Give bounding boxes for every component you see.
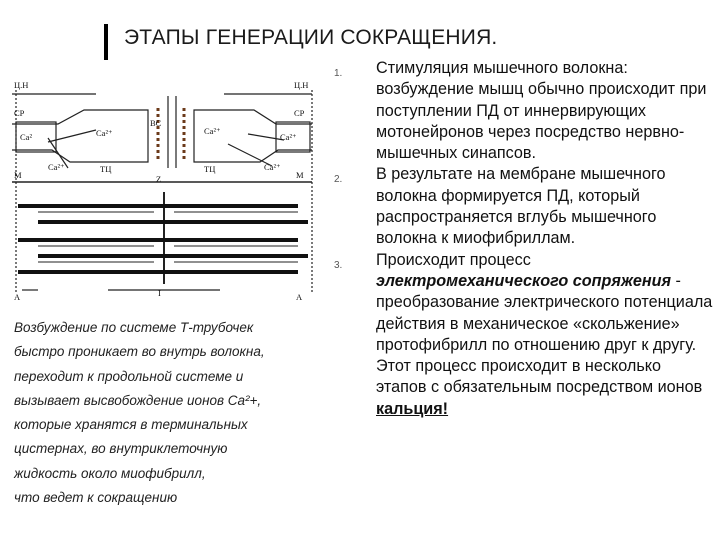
label-bc: ВС bbox=[150, 118, 162, 128]
sarcomere-diagram bbox=[8, 72, 324, 304]
label-ca-left-inner: Ca²⁺ bbox=[96, 128, 113, 138]
filament-5 bbox=[18, 270, 298, 274]
label-tl-top: Ц.Н bbox=[14, 80, 29, 90]
label-a-left: A bbox=[14, 292, 21, 302]
left-cistern bbox=[12, 110, 148, 162]
label-tr-top: Ц.Н bbox=[294, 80, 309, 90]
label-tc-right: ТЦ bbox=[204, 164, 216, 174]
label-right-cr: СР bbox=[294, 108, 305, 118]
step-item bbox=[322, 164, 714, 249]
label-tc-left: ТЦ bbox=[100, 164, 112, 174]
steps-list bbox=[322, 58, 714, 420]
caption-line: быстро проникает во внутрь волокна, bbox=[14, 344, 265, 360]
label-m-right: М bbox=[296, 170, 304, 180]
caption-line: переходит к продольной системе и bbox=[14, 368, 244, 384]
step-number: 3. bbox=[334, 259, 343, 271]
step-item bbox=[322, 250, 714, 420]
filament-3 bbox=[18, 238, 298, 242]
right-arrow-upper bbox=[248, 134, 284, 140]
label-a-right: A bbox=[296, 292, 303, 302]
caption-line: жидкость около миофибрилл, bbox=[14, 465, 206, 481]
label-i: I bbox=[158, 288, 161, 298]
step-text: В результате на мембране мышечного волокна формируется ПД, который распространяется вглубь мышечного волокна к миофибриллам. bbox=[376, 165, 666, 248]
caption-line: которые хранятся в терминальных bbox=[14, 417, 248, 433]
diagram-caption bbox=[14, 316, 324, 510]
label-ca-right-bottom: Ca²⁺ bbox=[264, 162, 281, 172]
step-text-middle: - преобразование электрического потенциала действия в механическое «скольжение» протофибрилл по отношению друг к другу. Этот процесс происходит в несколько этапов с обязательным посредством ионов bbox=[376, 271, 713, 397]
label-m-left: М bbox=[14, 170, 22, 180]
title-accent-bar bbox=[104, 24, 108, 60]
filament-2 bbox=[38, 220, 308, 224]
label-ca-left-bottom: Ca²⁺ bbox=[48, 162, 65, 172]
step-text-before: Происходит процесс bbox=[376, 250, 531, 269]
filament-4 bbox=[38, 254, 308, 258]
step-text bbox=[376, 250, 714, 420]
left-arrow-upper bbox=[48, 130, 96, 142]
label-z: Z bbox=[156, 174, 162, 184]
label-ca-left-outer: Ca² bbox=[20, 132, 32, 142]
step-number: 2. bbox=[334, 174, 343, 186]
step-text-emphasis: электромеханического сопряжения bbox=[376, 271, 672, 290]
step-number: 1. bbox=[334, 68, 343, 79]
label-left-cr: СР bbox=[14, 108, 25, 118]
label-ca-right-inner: Ca²⁺ bbox=[204, 126, 221, 136]
step-item bbox=[322, 58, 714, 164]
step-text: Стимуляция мышечного волокна: возбуждение мышц обычно происходит при поступлении ПД от иннервирующих мотонейронов через посредство нервно-мышечных синапсов. bbox=[376, 59, 707, 163]
caption-line: Возбуждение по системе Т-трубочек bbox=[14, 320, 254, 335]
caption-line: вызывает высвобождение ионов Ca²+, bbox=[14, 392, 262, 408]
label-ca-right-outer: Ca²⁺ bbox=[280, 132, 297, 142]
slide-title: ЭТАПЫ ГЕНЕРАЦИИ СОКРАЩЕНИЯ. bbox=[124, 26, 498, 49]
caption-line: цистернах, во внутриклеточную bbox=[14, 441, 228, 457]
caption-line: что ведет к сокращению bbox=[14, 490, 178, 506]
filament-1 bbox=[18, 204, 298, 208]
step-text-strong: кальция! bbox=[376, 399, 449, 418]
